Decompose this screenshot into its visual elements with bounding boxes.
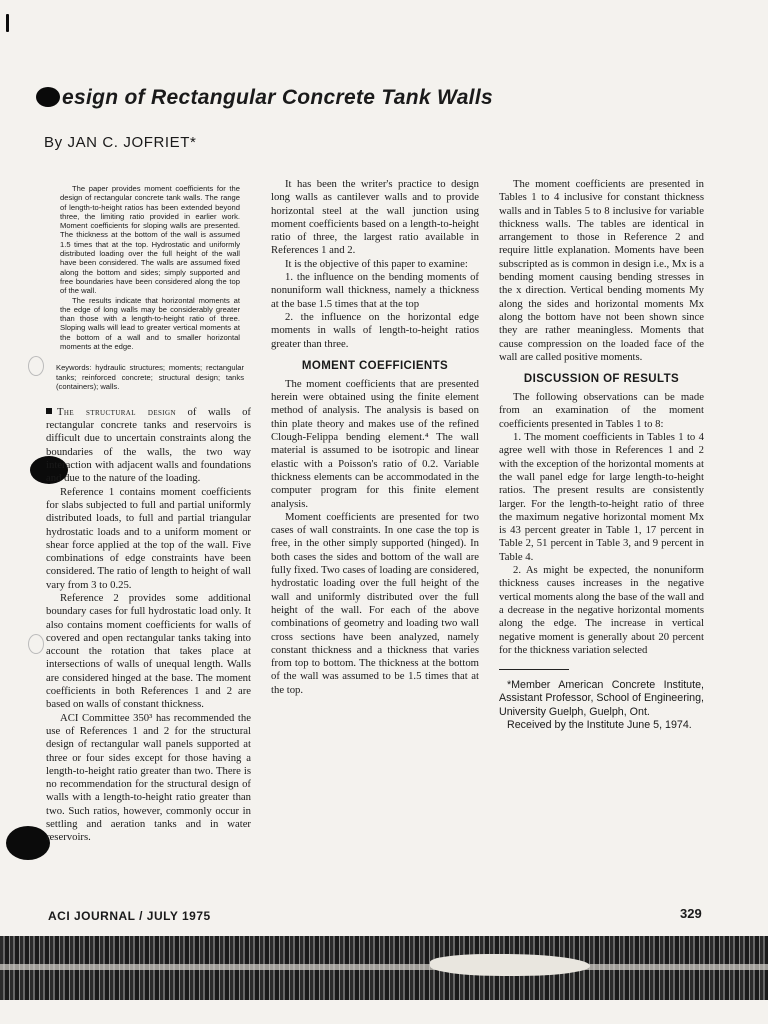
scan-edge-artifact xyxy=(0,936,768,1000)
keywords: Keywords: hydraulic structures; moments; rectangular tanks; reinforced concrete; structural design; tanks (containers); walls. xyxy=(56,363,244,392)
punch-hole-mark xyxy=(28,356,44,376)
punch-hole-mark-2 xyxy=(28,634,44,654)
journal-footer: ACI JOURNAL / JULY 1975 xyxy=(48,909,211,923)
page-number: 329 xyxy=(680,906,702,921)
column-1 xyxy=(46,180,251,845)
intro-paragraph xyxy=(46,406,251,486)
intro-text: of walls of rectangular concrete tanks and reservoirs is difficult due to uncertain constraints along the boundaries of the walls, the two way interaction with adjacent walls and foundations and due to the nature of the loading. xyxy=(46,405,251,485)
list-item: 1. the influence on the bending moments of nonuniform wall thickness, namely a thickness at the base 1.5 times that at the top xyxy=(271,271,479,310)
intro-lead-words: The structural design xyxy=(57,405,176,418)
abstract xyxy=(60,184,240,351)
author-byline: By JAN C. JOFRIET* xyxy=(44,134,197,151)
body-paragraph: Moment coefficients are presented for two cases of wall constraints. In one case the top is free, in the other simply supported (hinged). In both cases the sides and bottom of the wall are fully fixed. Two cases of loading are considered, hydrostatic loading over the full height of the wall and uniformly distributed over the full height of the wall. For each of the above combinations of geometry and loading two wall cross sections have been analyzed, namely constant thickness and a thickness that varies from top to bottom. The thickness at the bottom of the wall was assumed to be 1.5 times that at the top. xyxy=(271,510,479,696)
body-paragraph: The following observations can be made from an examination of the moment coefficients presented in Tables 1 to 8: xyxy=(499,391,704,430)
column-3 xyxy=(499,178,704,732)
article-title xyxy=(36,86,736,110)
body-paragraph: Reference 2 provides some additional boundary cases for full hydrostatic load only. It also contains moment coefficients for walls of covered and open rectangular tanks taking into account the rotation that takes place at intersections of walls of unequal length. Walls are considered hinged at the base. The moment coefficients in both References 1 and 2 are based on walls of constant thickness. xyxy=(46,592,251,711)
body-paragraph: 1. The moment coefficients in Tables 1 to 4 agree well with those in References 1 and 2 with the exception of the horizontal moments at the wall panel edge for large length-to-height ratios. The present results are consistently larger. For the length-to-height ratio of three the maximum negative horizontal moment Mx is 43 percent greater in Table 1, 17 percent in Table 2, 51 percent in Table 3, and 9 percent in Table 4. xyxy=(499,431,704,563)
body-text-column-1 xyxy=(46,406,251,845)
section-start-marker xyxy=(46,408,52,414)
footnote xyxy=(499,679,704,732)
body-paragraph: The moment coefficients are presented in Tables 1 to 4 inclusive for constant thickness walls and in Tables 5 to 8 inclusive for variable thickness walls. The tables are identical in arrangement to those in Reference 2 and require little explanation. Moments have been subscripted as is common in design i.e., Mx is a bending moment causing bending stresses in the x direction. Vertical bending moments My along the sides and horizontal moments Mx along the bottom have not been shown since they are rather meaningless. Moments that cause compression on the loaded face of the wall are called positive moments. xyxy=(499,178,704,363)
footnote-line: *Member American Concrete Institute, Assistant Professor, School of Engineering, University Guelph, Guelph, Ont. xyxy=(499,679,704,718)
footnote-rule xyxy=(499,669,569,675)
scan-streak xyxy=(0,964,768,970)
scan-tear xyxy=(430,954,590,976)
ink-blot-left-margin xyxy=(6,826,50,860)
article-title-text: esign of Rectangular Concrete Tank Walls xyxy=(62,86,493,110)
ink-blot-initial xyxy=(36,87,60,107)
section-heading: MOMENT COEFFICIENTS xyxy=(301,359,449,372)
body-paragraph: It has been the writer's practice to design long walls as cantilever walls and to provide horizontal steel at the wall junction using moment coefficients based on a length-to-height ratio of three, the largest ratio available in References 1 and 2. xyxy=(271,178,479,257)
abstract-paragraph: The results indicate that horizontal moments at the edge of long walls may be considerably greater than those with a length-to-height ratio of three. Sloping walls will lead to greater vertical moments at the bottom of a wall and to smaller horizontal moments at the edge. xyxy=(60,295,240,352)
body-paragraph: ACI Committee 350³ has recommended the use of References 1 and 2 for the structural design of rectangular wall panels supported at three or four sides except for those having a length-to-height ratio greater than two. There is no recommendation for the structural design of walls with a length-to-height ratio greater than two. Such ratios, however, commonly occur in settling and aeration tanks and in water reservoirs. xyxy=(46,711,251,844)
abstract-paragraph: The paper provides moment coefficients for the design of rectangular concrete tank walls. The range of length-to-height ratios has been extended beyond three, the limiting ratio provided in earlier work. Moment coefficients for sloping walls are presented. The thickness at the bottom of the wall is assumed 1.5 times that at the top. Hydrostatic and uniformly distributed loading over the full height of the wall have been considered. The walls are assumed fixed along the bottom and sides; simply supported and free boundaries have been considered along the top of the wall. xyxy=(60,184,240,296)
column-2 xyxy=(271,178,479,697)
footnote-line: Received by the Institute June 5, 1974. xyxy=(507,718,692,731)
body-paragraph: It is the objective of this paper to examine: xyxy=(285,257,468,270)
list-item: 2. the influence on the horizontal edge moments in walls of length-to-height ratios greater than three. xyxy=(271,310,479,350)
section-heading: DISCUSSION OF RESULTS xyxy=(523,373,680,386)
ink-blot-top xyxy=(6,14,9,32)
body-paragraph: The moment coefficients that are presented herein were obtained using the finite element method of analysis. The analysis is based on thin plate theory and makes use of the refined Clough-Felippa bending element.⁴ The wall material is assumed to be isotropic and linear elastic with a Poisson's ratio of 0.2. Variable thickness elements can be accommodated in the computer program for this finite element analysis. xyxy=(271,377,479,510)
body-paragraph: 2. As might be expected, the nonuniform thickness causes increases in the negative vertical moments along the base of the wall and a decrease in the negative horizontal moments along the edge. The increase in vertical negative moment is generally about 20 percent for the thickness variation selected xyxy=(499,564,704,656)
body-paragraph: Reference 1 contains moment coefficients for slabs subjected to full and partial uniformly distributed loads, to full and partial triangular hydrostatic loads and to a uniform moment or shear force applied at the top of the wall. Five combinations of edge constraints have been considered. The ratio of length to height of wall vary from 3 to 0.25. xyxy=(46,485,251,591)
